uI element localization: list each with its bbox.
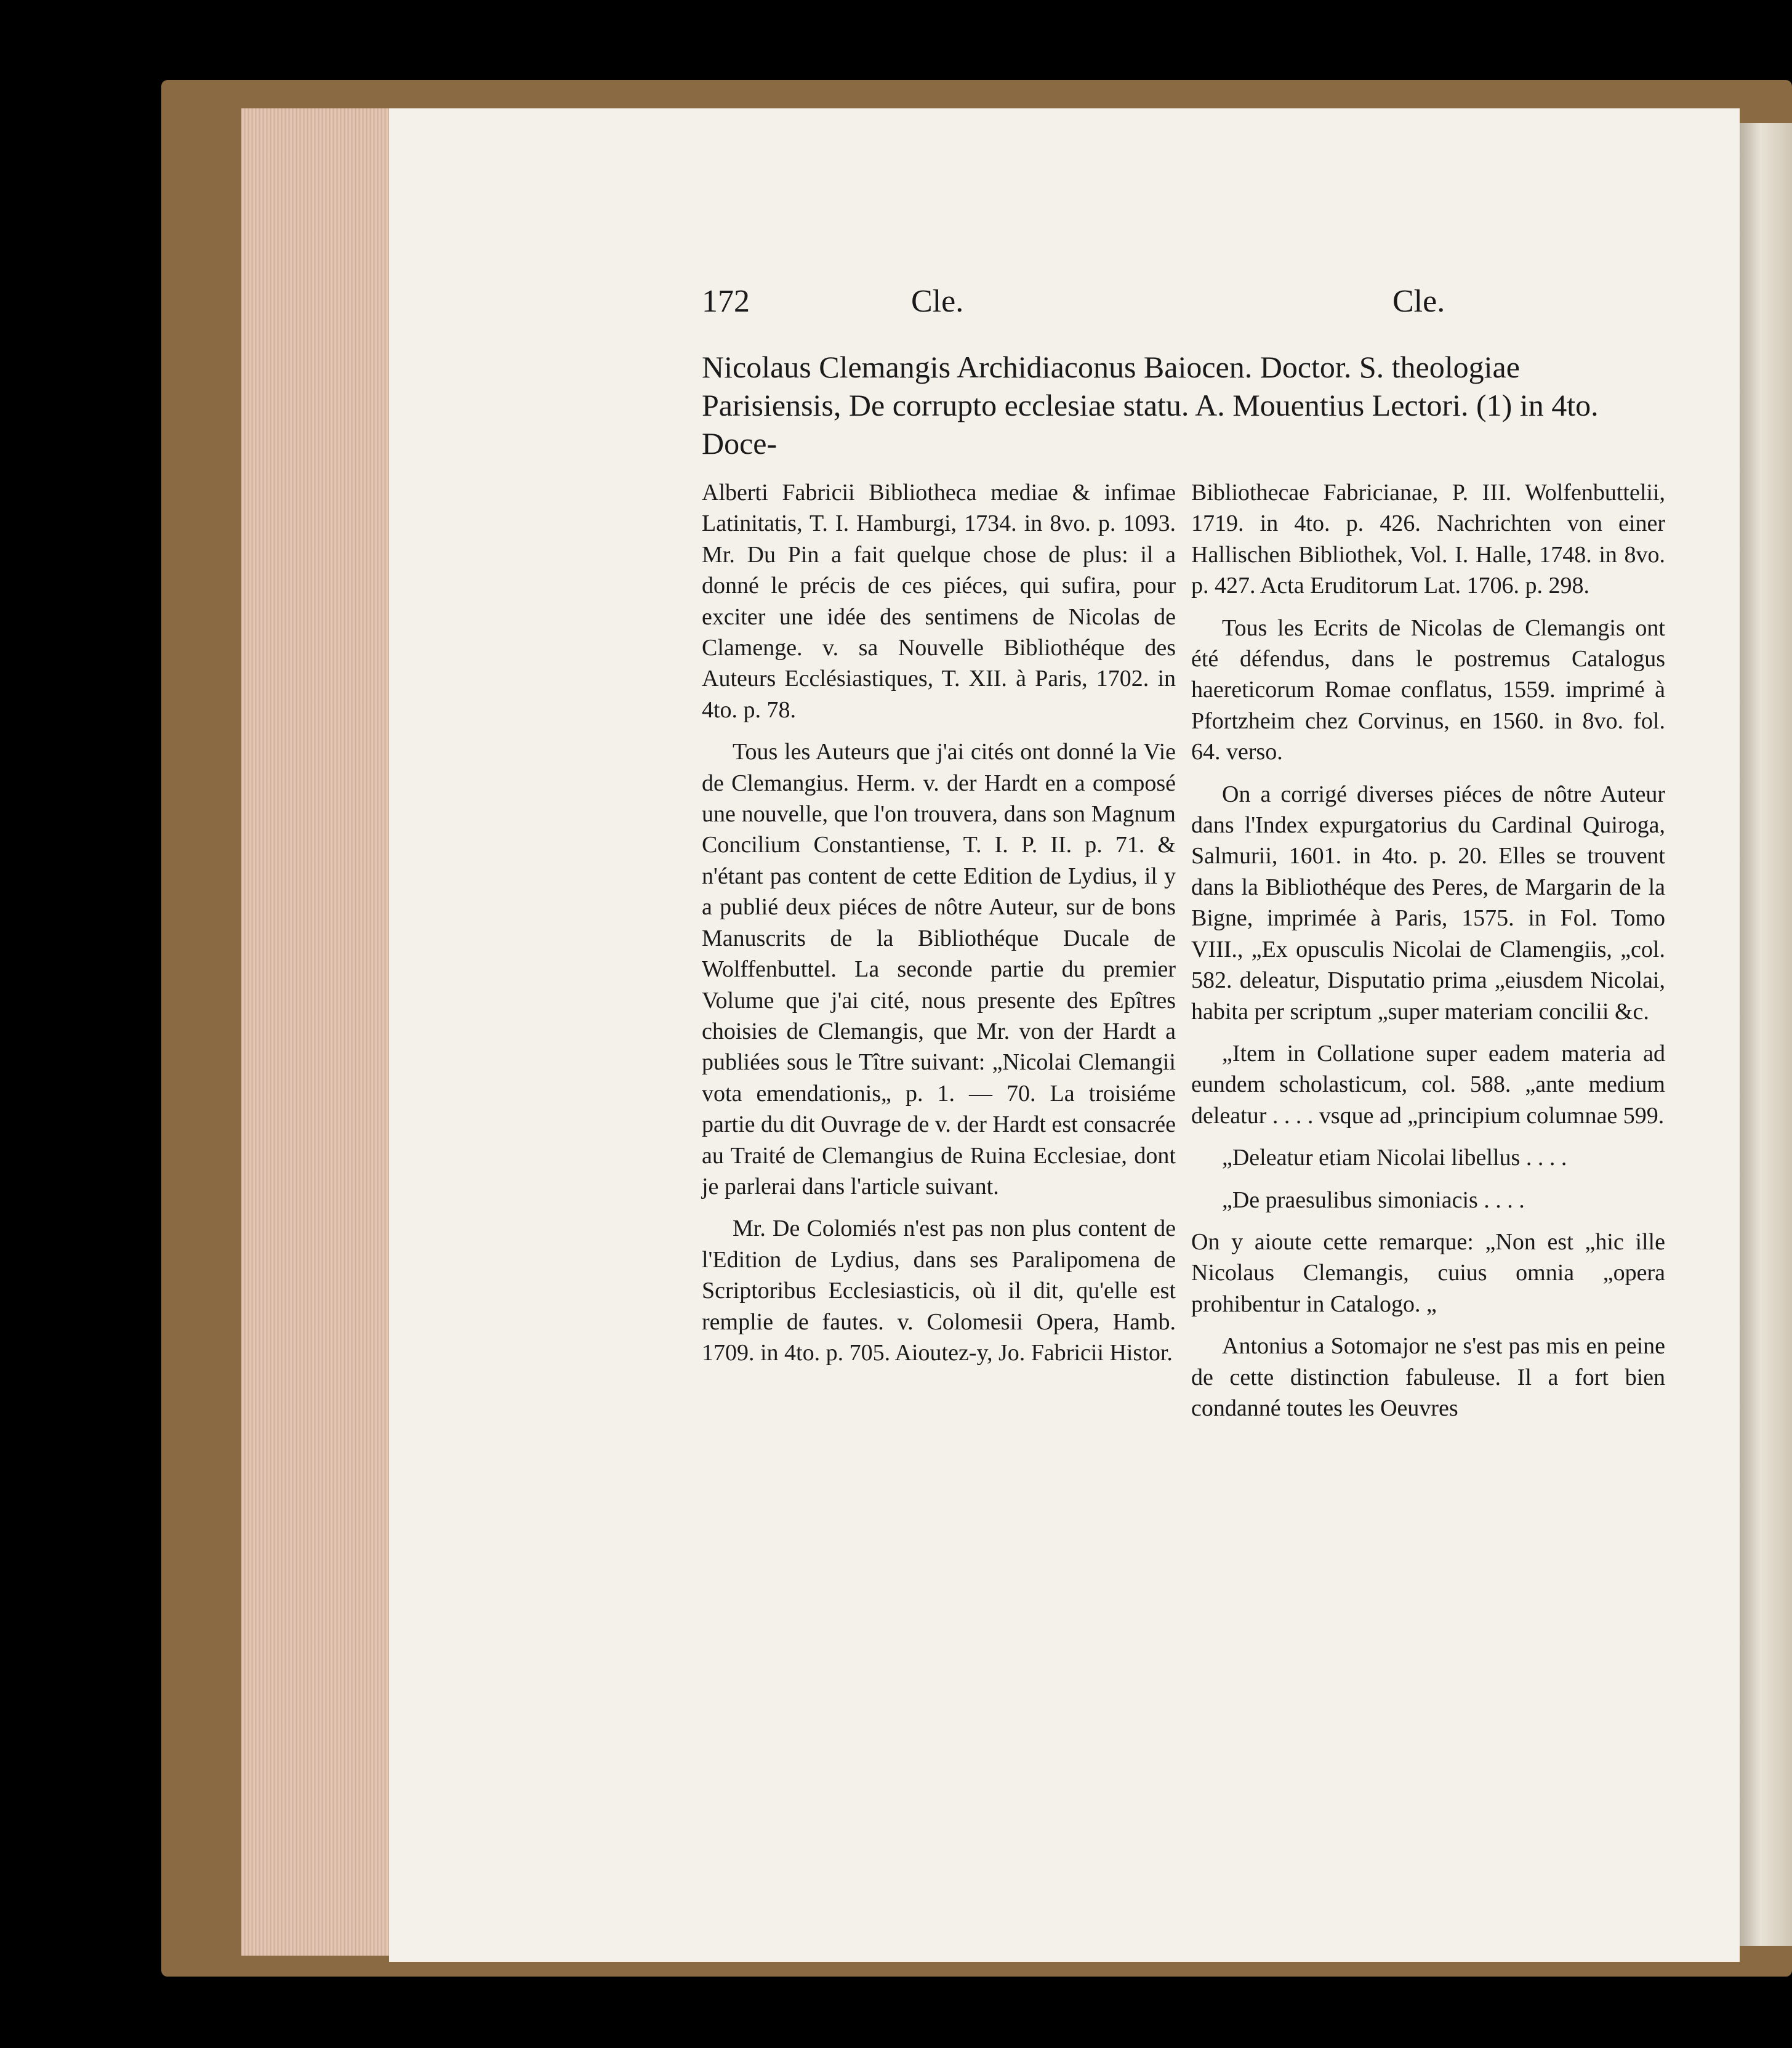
left-paragraph-3: Mr. De Colomiés n'est pas non plus content de l'Edition de Lydius, dans ses Paralipomena de Scriptoribus Ecclesiasticis, où il dit, qu'elle est remplie de fautes. v. Colomesii Opera, Hamb. 1709. in 4to. p. 705. Aioutez-y, Jo. Fabricii Histor.	[702, 1215, 1176, 1366]
facing-page-edge	[1740, 123, 1792, 1946]
right-paragraph-5: „Deleatur etiam Nicolai libellus . . . .	[1222, 1145, 1567, 1171]
entry-title: Nicolaus Clemangis Archidiaconus Baiocen. Doctor. S. theologiae Parisiensis, De corrupto ecclesiae statu. A. Mouentius Lectori. (1) in 4to. Doce-	[702, 350, 1599, 461]
right-paragraph-1: Bibliothecae Fabricianae, P. III. Wolfenbuttelii, 1719. in 4to. p. 426. Nachrichten von einer Hallischen Bibliothek, Vol. I. Halle, 1748. in 8vo. p. 427. Acta Eruditorum Lat. 1706. p. 298.	[1191, 480, 1665, 599]
left-paragraph-2: Tous les Auteurs que j'ai cités ont donné la Vie de Clemangius. Herm. v. der Hardt en a composé une nouvelle, que l'on trouvera, dans son Magnum Concilium Constantiense, T. I. P. II. p. 71. & n'étant pas content de cette Edition de Lydius, il y a publié deux piéces de nôtre Auteur, sur de bons Manuscrits de la Bibliothéque Ducale de Wolffenbuttel. La seconde partie du premier Volume que j'ai cité, nous presente des Epîtres choisies de Clemangis, que Mr. von der Hardt a publiées sous le Tître suivant: „Nicolai Clemangii vota emendationis„ p. 1. — 70. La troisiéme partie du dit Ouvrage de v. der Hardt est consacrée au Traité de Clemangius de Ruina Ecclesiae, dont je parlerai dans l'article suivant.	[702, 739, 1176, 1199]
page-number: 172	[702, 284, 750, 319]
right-paragraph-7: On y aioute cette remarque: „Non est „hic ille Nicolaus Clemangis, cuius omnia „opera prohibentur in Catalogo. „	[1191, 1228, 1665, 1317]
right-paragraph-3: On a corrigé diverses piéces de nôtre Auteur dans l'Index expurgatorius du Cardinal Quiroga, Salmurii, 1601. in 4to. p. 20. Elles se trouvent dans la Bibliothéque des Peres, de Margarin de la Bigne, imprimée à Paris, 1575. in Fol. Tomo VIII., „Ex opusculis Nicolai de Clamengiis, „col. 582. deleatur, Disputatio prima „eiusdem Nicolai, habita per scriptum „super materiam concilii &c.	[1191, 781, 1665, 1025]
running-head-left: Cle.	[911, 284, 964, 319]
right-paragraph-8: Antonius a Sotomajor ne s'est pas mis en peine de cette distinction fabuleuse. Il a fort bien condanné toutes les Oeuvres	[1191, 1333, 1665, 1421]
running-head-right: Cle.	[1392, 284, 1445, 319]
right-paragraph-2: Tous les Ecrits de Nicolas de Clemangis ont été défendus, dans le postremus Catalogus haereticorum Romae conflatus, 1559. imprimé à Pfortzheim chez Corvinus, en 1560. in 8vo. fol. 64. verso.	[1191, 615, 1665, 765]
right-paragraph-4: „Item in Collatione super eadem materia ad eundem scholasticum, col. 588. „ante medium deleatur . . . . vsque ad „principium columnae 599.	[1191, 1040, 1665, 1129]
page-edge-stack	[241, 108, 389, 1956]
right-paragraph-6: „De praesulibus simoniacis . . . .	[1222, 1187, 1525, 1213]
left-column	[702, 477, 1176, 1379]
left-paragraph-1: Alberti Fabricii Bibliotheca mediae & infimae Latinitatis, T. I. Hamburgi, 1734. in 8vo. p. 1093. Mr. Du Pin a fait quelque chose de plus: il a donné le précis de ces piéces, qui sufira, pour exciter une idée des sentimens de Nicolas de Clamenge. v. sa Nouvelle Bibliothéque des Auteurs Ecclésiastiques, T. XII. à Paris, 1702. in 4to. p. 78.	[702, 480, 1176, 723]
right-column	[1191, 477, 1665, 1435]
